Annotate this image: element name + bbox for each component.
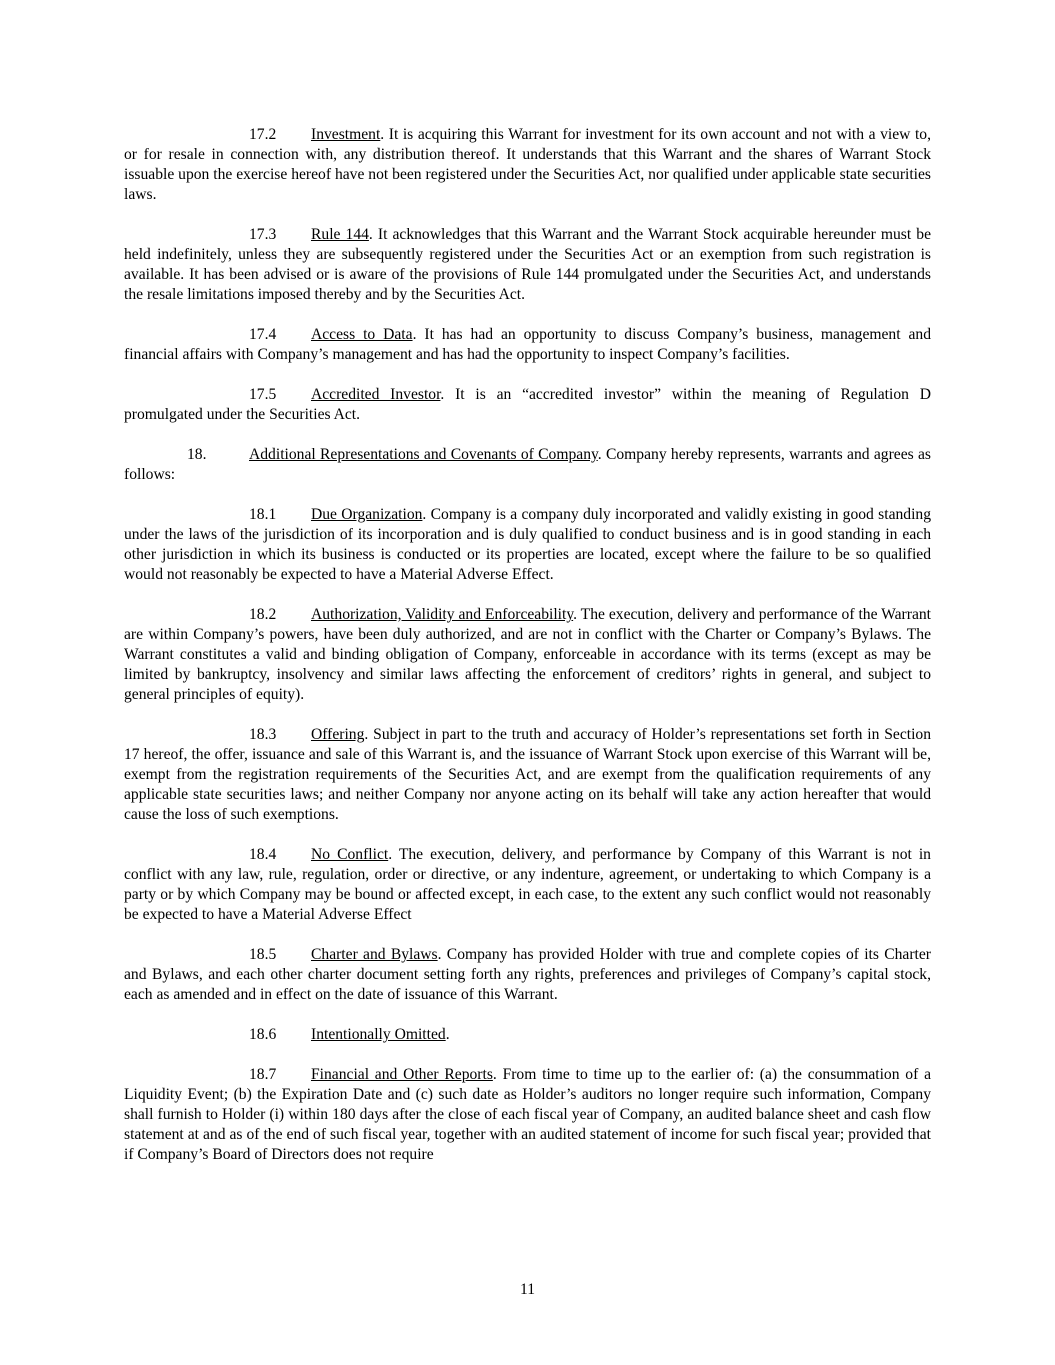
section-number: 18.2 (249, 606, 277, 623)
section-number: 18. (187, 446, 207, 463)
page-number: 11 (519, 1281, 535, 1298)
section-17-2 (124, 125, 931, 205)
section-body: . Company hereby represents, warrants and agrees as follows: (124, 446, 931, 483)
section-number: 17.2 (249, 126, 277, 143)
section-body: . It acknowledges that this Warrant and the Warrant Stock acquirable hereunder must be held indefinitely, unless they are subsequently registered under the Securities Act or an exemption from such registration is available. It has been advised or is aware of the provisions of Rule 144 promulgated under the Securities Act, and understands the resale limitations imposed thereby and by the Securities Act. (124, 226, 931, 303)
section-18-6 (124, 1025, 931, 1045)
section-number: 18.6 (249, 1026, 277, 1043)
section-body: . Company has provided Holder with true and complete copies of its Charter and Bylaws, and each other charter document setting forth any rights, preferences and privileges of Company’s capital stock, each as amended and in effect on the date of issuance of this Warrant. (124, 946, 931, 1003)
section-number: 18.1 (249, 506, 277, 523)
section-body: . From time to time up to the earlier of: (a) the consummation of a Liquidity Event; (b) the Expiration Date and (c) such date as Holder’s auditors no longer require such information, Company shall furnish to Holder (i) within 180 days after the close of each fiscal year of Company, an audited balance sheet and cash flow statement at and as of the end of such fiscal year, together with an audited statement of income for such fiscal year; provided that if Company’s Board of Directors does not require (124, 1066, 931, 1163)
section-body: . The execution, delivery and performance of the Warrant are within Company’s powers, have been duly authorized, and are not in conflict with the Charter or Company’s Bylaws. The Warrant constitutes a valid and binding obligation of Company, enforceable in accordance with its terms (except as may be limited by bankruptcy, insolvency and similar laws affecting the enforcement of creditors’ rights in general, and subject to general principles of equity). (124, 606, 931, 703)
section-heading: Additional Representations and Covenants of Company (249, 446, 598, 463)
section-body: . (445, 1026, 450, 1043)
section-18-7 (124, 1065, 931, 1165)
section-heading: Access to Data (311, 326, 413, 343)
section-body: . It is acquiring this Warrant for investment for its own account and not with a view to, or for resale in connection with, any distribution thereof. It understands that this Warrant and the shares of Warrant Stock issuable upon the exercise hereof have not been registered under the Securities Act, nor qualified under applicable state securities laws. (124, 126, 931, 203)
section-number: 18.3 (249, 726, 277, 743)
section-number: 17.5 (249, 386, 277, 403)
section-number: 17.3 (249, 226, 277, 243)
section-body: . It has had an opportunity to discuss Company’s business, management and financial affairs with Company’s management and has had the opportunity to inspect Company’s facilities. (124, 326, 931, 363)
section-body: . Subject in part to the truth and accuracy of Holder’s representations set forth in Section 17 hereof, the offer, issuance and sale of this Warrant is, and the issuance of Warrant Stock upon exercise of this Warrant will be, exempt from the registration requirements of the Securities Act, and are exempt from the qualification requirements of any applicable state securities laws; and neither Company nor anyone acting on its behalf will take any action hereafter that would cause the loss of such exemptions. (124, 726, 931, 823)
section-heading: Charter and Bylaws (311, 946, 438, 963)
section-number: 18.5 (249, 946, 277, 963)
section-18-1 (124, 505, 931, 585)
section-18-3 (124, 725, 931, 825)
section-heading: Rule 144 (311, 226, 369, 243)
section-body: . It is an “accredited investor” within the meaning of Regulation D promulgated under the Securities Act. (124, 386, 931, 423)
section-18-5 (124, 945, 931, 1005)
section-heading: Accredited Investor (311, 386, 441, 403)
section-18 (124, 445, 931, 485)
section-17-4 (124, 325, 931, 365)
section-heading: Investment (311, 126, 381, 143)
section-heading: No Conflict (311, 846, 389, 863)
section-18-2 (124, 605, 931, 705)
section-17-5 (124, 385, 931, 425)
section-heading: Due Organization (311, 506, 423, 523)
section-18-4 (124, 845, 931, 925)
section-heading: Offering (311, 726, 365, 743)
section-body: . Company is a company duly incorporated and validly existing in good standing under the laws of the jurisdiction of its incorporation and is duly qualified to conduct business and is in good standing in each other jurisdiction in which its business is conducted or its properties are located, except where the failure to be so qualified would not reasonably be expected to have a Material Adverse Effect. (124, 506, 932, 583)
section-number: 18.7 (249, 1066, 277, 1083)
section-heading: Financial and Other Reports (311, 1066, 493, 1083)
section-17-3 (124, 225, 931, 305)
section-number: 18.4 (249, 846, 277, 863)
section-body: . The execution, delivery, and performance by Company of this Warrant is not in conflict with any law, rule, regulation, order or directive, or any indenture, agreement, or undertaking to which Company is a party or by which Company may be bound or affected except, in each case, to the extent any such conflict would not reasonably be expected to have a Material Adverse Effect (124, 846, 931, 923)
section-number: 17.4 (249, 326, 277, 343)
section-heading: Authorization, Validity and Enforceability (311, 606, 574, 623)
section-heading: Intentionally Omitted (311, 1026, 446, 1043)
